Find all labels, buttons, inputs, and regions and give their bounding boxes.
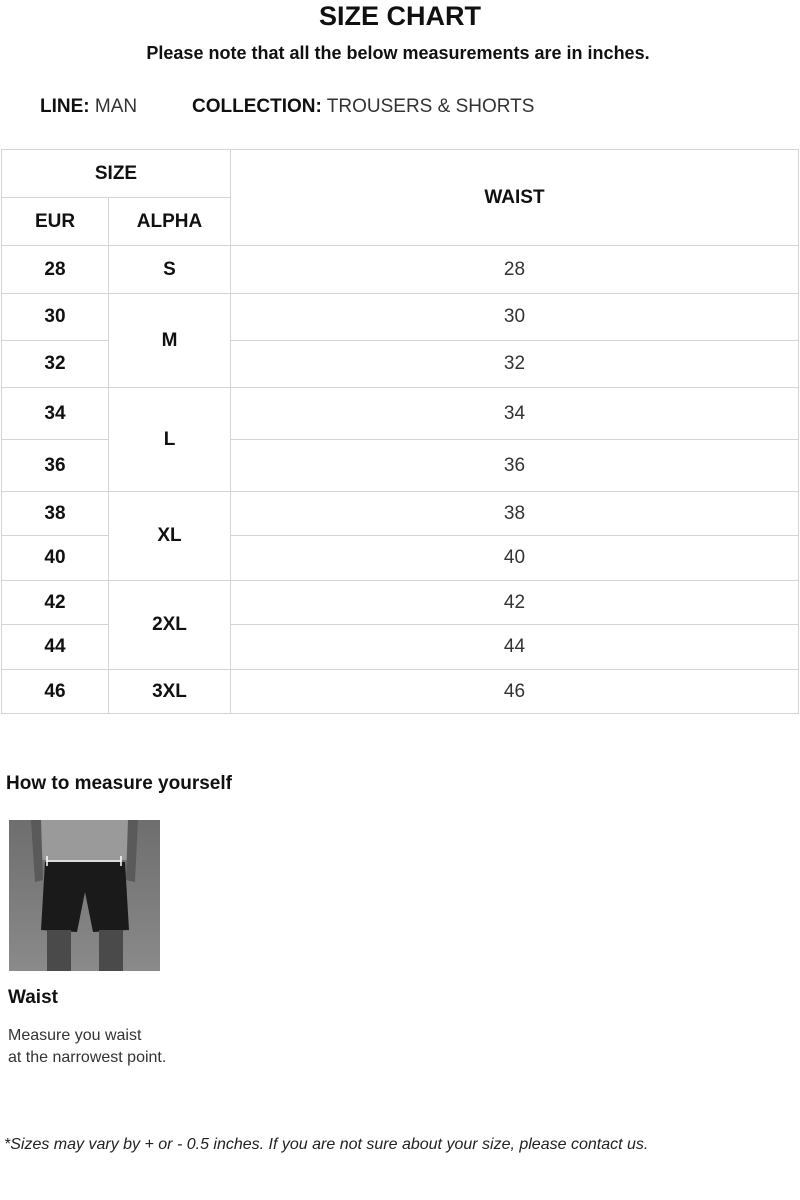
collection-info: [192, 96, 534, 118]
waist-cell: 32: [231, 341, 799, 388]
size-header: SIZE: [2, 150, 231, 198]
waist-header: WAIST: [231, 150, 799, 246]
line-label: LINE:: [40, 96, 90, 117]
eur-header: EUR: [2, 198, 109, 246]
waist-cell: 44: [231, 625, 799, 670]
measurement-note: Please note that all the below measurements are in inches.: [146, 43, 650, 63]
alpha-header: ALPHA: [109, 198, 231, 246]
table-row: [2, 492, 799, 536]
waist-description-line: at the narrowest point.: [8, 1049, 167, 1066]
waist-cell: 28: [231, 246, 799, 294]
table-row: [2, 670, 799, 714]
page-title: SIZE CHART: [319, 1, 481, 31]
waist-cell: 38: [231, 492, 799, 536]
eur-cell: 38: [2, 492, 109, 536]
alpha-cell: S: [109, 246, 231, 294]
waist-cell: 42: [231, 581, 799, 625]
eur-cell: 40: [2, 536, 109, 581]
table-row: [2, 581, 799, 625]
table-header-row: [2, 150, 799, 198]
alpha-cell: M: [109, 294, 231, 388]
size-footnote: *Sizes may vary by + or - 0.5 inches. If you are not sure about your size, please contact us.: [4, 1136, 649, 1153]
waist-description-line: Measure you waist: [8, 1027, 142, 1044]
collection-label: COLLECTION:: [192, 96, 322, 117]
table-row: [2, 388, 799, 440]
eur-cell: 36: [2, 440, 109, 492]
eur-cell: 32: [2, 341, 109, 388]
size-chart-table: [1, 149, 799, 714]
how-to-measure-title: How to measure yourself: [6, 773, 232, 794]
waist-label: Waist: [8, 987, 58, 1008]
eur-cell: 44: [2, 625, 109, 670]
line-info: [40, 96, 137, 118]
eur-cell: 42: [2, 581, 109, 625]
waist-description: [8, 1025, 188, 1069]
alpha-cell: L: [109, 388, 231, 492]
waist-cell: 30: [231, 294, 799, 341]
waist-measure-photo: [9, 820, 160, 971]
eur-cell: 30: [2, 294, 109, 341]
waist-cell: 36: [231, 440, 799, 492]
alpha-cell: XL: [109, 492, 231, 581]
eur-cell: 46: [2, 670, 109, 714]
alpha-cell: 3XL: [109, 670, 231, 714]
eur-cell: 28: [2, 246, 109, 294]
model-shorts-illustration: [9, 820, 160, 971]
waist-cell: 46: [231, 670, 799, 714]
line-value: MAN: [94, 96, 138, 117]
table-row: [2, 294, 799, 341]
eur-cell: 34: [2, 388, 109, 440]
waist-cell: 40: [231, 536, 799, 581]
table-row: [2, 246, 799, 294]
collection-value: TROUSERS & SHORTS: [326, 96, 535, 117]
waist-cell: 34: [231, 388, 799, 440]
alpha-cell: 2XL: [109, 581, 231, 670]
